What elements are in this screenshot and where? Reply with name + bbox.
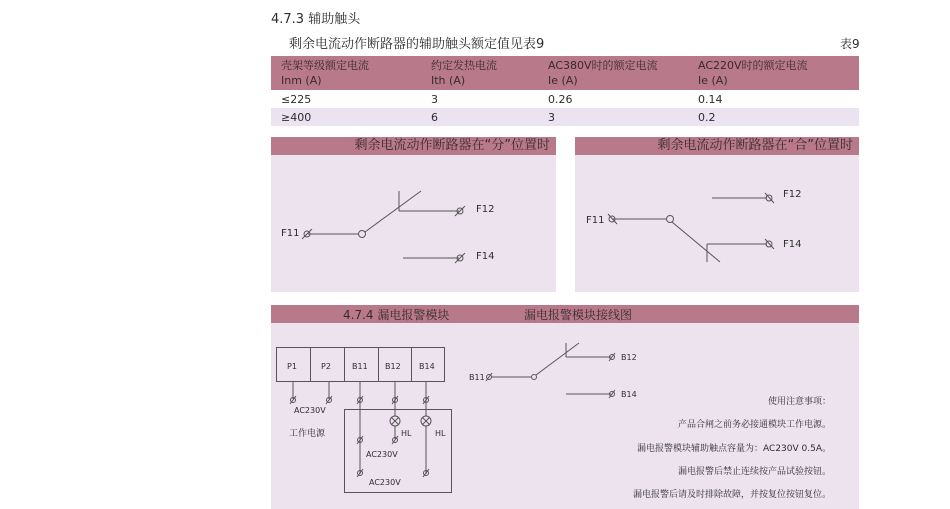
section-title: 4.7.3 辅助触头 <box>271 12 361 27</box>
note-item: 漏电报警后禁止连续按产品试验按钮。 <box>677 467 831 477</box>
note-item: 漏电报警模块辅助触点容量为：AC230V 0.5A。 <box>637 444 831 454</box>
label-ac230v-supply: AC230V <box>294 406 326 415</box>
notes-heading: 使用注意事项： <box>767 397 831 407</box>
label-b11: B11 <box>469 373 485 382</box>
table-row <box>271 90 859 108</box>
col-header-ac380v-current: AC380V时的额定电流 Ie (A) <box>538 56 688 90</box>
diagram-closed-title: 剩余电流动作断路器在“合”位置时 <box>575 137 859 155</box>
diagram-open-title: 剩余电流动作断路器在“分”位置时 <box>271 137 556 155</box>
alarm-module-panel <box>271 305 859 509</box>
note-item: 产品合闸之前务必接通模块工作电源。 <box>677 420 831 430</box>
cell: 0.26 <box>538 90 688 108</box>
label-ac230v-bottom: AC230V <box>369 478 401 487</box>
terminal-p1: P1 <box>287 362 297 371</box>
label-b12: B12 <box>621 353 637 362</box>
cell: 0.2 <box>688 108 859 126</box>
open-contact-diagram <box>271 137 556 292</box>
diagram-closed-panel <box>575 137 859 292</box>
note-item: 漏电报警后请及时排除故障，并按复位按钮复位。 <box>632 490 831 500</box>
cell: 3 <box>421 90 538 108</box>
table-header-row <box>271 56 859 90</box>
terminal-b12: B12 <box>385 362 401 371</box>
cell: ≤225 <box>271 90 421 108</box>
aux-contact-rating-table <box>271 56 859 126</box>
cell: 0.14 <box>688 90 859 108</box>
label-f11: F11 <box>281 228 300 239</box>
cell: ≥400 <box>271 108 421 126</box>
label-f12: F12 <box>476 204 495 215</box>
label-hl-2: HL <box>435 429 446 438</box>
cell: 6 <box>421 108 538 126</box>
table-number: 表9 <box>840 37 860 51</box>
diagram-open-panel <box>271 137 556 292</box>
label-f14: F14 <box>476 251 495 262</box>
label-hl-1: HL <box>401 429 412 438</box>
label-f11: F11 <box>586 215 605 226</box>
label-b14: B14 <box>621 390 637 399</box>
wiring-diagram-title: 漏电报警模块接线图 <box>524 308 633 322</box>
closed-contact-diagram <box>575 137 859 292</box>
label-f14: F14 <box>783 239 802 250</box>
terminal-b11: B11 <box>352 362 368 371</box>
alarm-contact-diagram <box>461 335 621 405</box>
table-row <box>271 108 859 126</box>
alarm-module-section-title: 4.7.4 漏电报警模块 <box>343 308 450 322</box>
label-ac230v-mid: AC230V <box>366 450 398 459</box>
cell: 3 <box>538 108 688 126</box>
table-caption: 剩余电流动作断路器的辅助触头额定值见表9 <box>289 37 545 52</box>
terminal-b14: B14 <box>419 362 435 371</box>
label-f12: F12 <box>783 189 802 200</box>
col-header-ac220v-current: AC220V时的额定电流 Ie (A) <box>688 56 859 90</box>
col-header-frame-current: 壳架等级额定电流 Inm (A) <box>271 56 421 90</box>
label-power-supply: 工作电源 <box>289 429 326 439</box>
col-header-thermal-current: 约定发热电流 Ith (A) <box>421 56 538 90</box>
terminal-p2: P2 <box>321 362 331 371</box>
